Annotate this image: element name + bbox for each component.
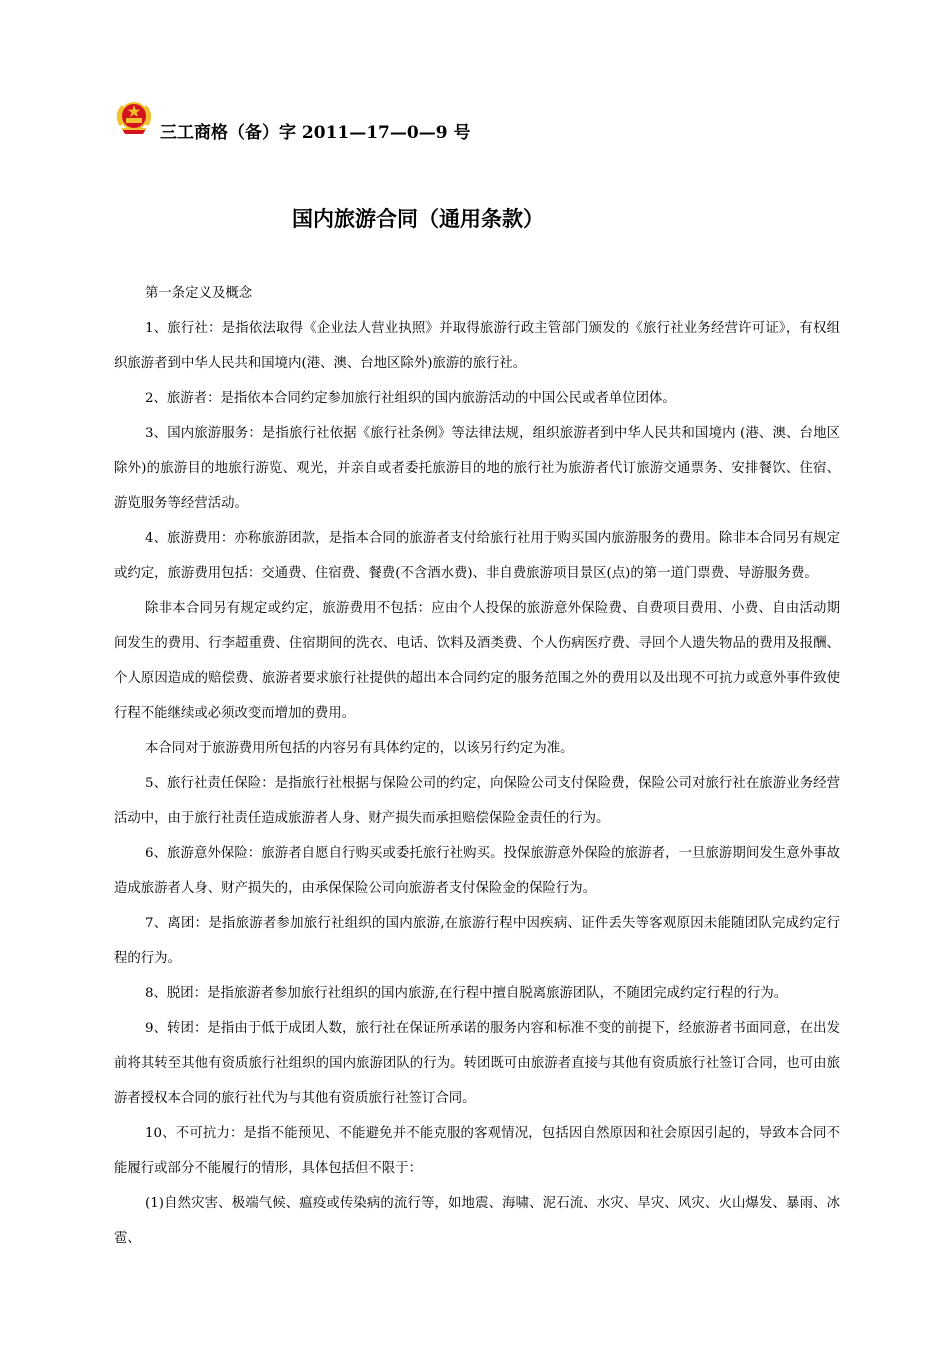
paragraph: 8、脱团：是指旅游者参加旅行社组织的国内旅游,在行程中擅自脱离旅游团队，不随团完成约定行程的行为。 [145,986,788,1001]
paragraph: 除非本合同另有规定或约定，旅游费用不包括：应由个人投保的旅游意外保险费、自费项目费用、小费、自由活动期间发生的费用、行李超重费、住宿期间的洗衣、电话、饮料及酒类费、个人伤病医疗费、寻回个人遗失物品的费用及报酬、个人原因造成的赔偿费、旅游者要求旅行社提供的超出本合同约定的服务范围之外的费用以及出现不可抗力或意外事件致使行程不能继续或必须改变而增加的费用。 [114,601,840,721]
document-code: 三工商格（备）字 2011—17—0—9 号 [160,123,471,143]
paragraph: 5、旅行社责任保险：是指旅行社根据与保险公司的约定，向保险公司支付保险费，保险公司对旅行社在旅游业务经营活动中，由于旅行社责任造成旅游者人身、财产损失而承担赔偿保险金责任的行为。 [114,776,840,826]
paragraph: 7、离团：是指旅游者参加旅行社组织的国内旅游,在旅游行程中因疾病、证件丢失等客观原因未能随团队完成约定行程的行为。 [114,916,840,966]
paragraph: 10、不可抗力：是指不能预见、不能避免并不能克服的客观情况，包括因自然原因和社会原因引起的，导致本合同不能履行或部分不能履行的情形，具体包括但不限于： [114,1126,840,1176]
paragraph: 9、转团：是指由于低于成团人数，旅行社在保证所承诺的服务内容和标准不变的前提下，经旅游者书面同意，在出发前将其转至其他有资质旅行社组织的国内旅游团队的行为。转团既可由旅游者直接与其他有资质旅行社签订合同，也可由旅游者授权本合同的旅行社代为与其他有资质旅行社签订合同。 [114,1021,840,1106]
paragraph: 2、旅游者：是指依本合同约定参加旅行社组织的国内旅游活动的中国公民或者单位团体。 [145,391,676,406]
paragraph: 4、旅游费用：亦称旅游团款，是指本合同的旅游者支付给旅行社用于购买国内旅游服务的费用。除非本合同另有规定或约定，旅游费用包括：交通费、住宿费、餐费(不含酒水费)、非自费旅游项目景区(点)的第一道门票费、导游服务费。 [114,531,840,581]
paragraph: 1、旅行社：是指依法取得《企业法人营业执照》并取得旅游行政主管部门颁发的《旅行社业务经营许可证》，有权组织旅游者到中华人民共和国境内(港、澳、台地区除外)旅游的旅行社。 [114,321,840,371]
paragraph: 6、旅游意外保险：旅游者自愿自行购买或委托旅行社购买。投保旅游意外保险的旅游者，一旦旅游期间发生意外事故造成旅游者人身、财产损失的，由承保保险公司向旅游者支付保险金的保险行为。 [114,846,840,896]
national-emblem-icon [112,96,156,140]
paragraph: 本合同对于旅游费用所包括的内容另有具体约定的，以该另行约定为准。 [145,741,574,756]
article-heading: 第一条定义及概念 [145,286,253,301]
document-body [114,276,840,1256]
document-title: 国内旅游合同（通用条款） [292,207,544,231]
paragraph: 3、国内旅游服务：是指旅行社依据《旅行社条例》等法律法规，组织旅游者到中华人民共和国境内 (港、澳、台地区除外)的旅游目的地旅行游览、观光，并亲自或者委托旅游目的地的旅行社为旅游者代订旅游交通票务、安排餐饮、住宿、游览服务等经营活动。 [114,426,840,511]
paragraph: (1)自然灾害、极端气候、瘟疫或传染病的流行等，如地震、海啸、泥石流、水灾、旱灾、风灾、火山爆发、暴雨、冰雹、 [114,1196,840,1246]
